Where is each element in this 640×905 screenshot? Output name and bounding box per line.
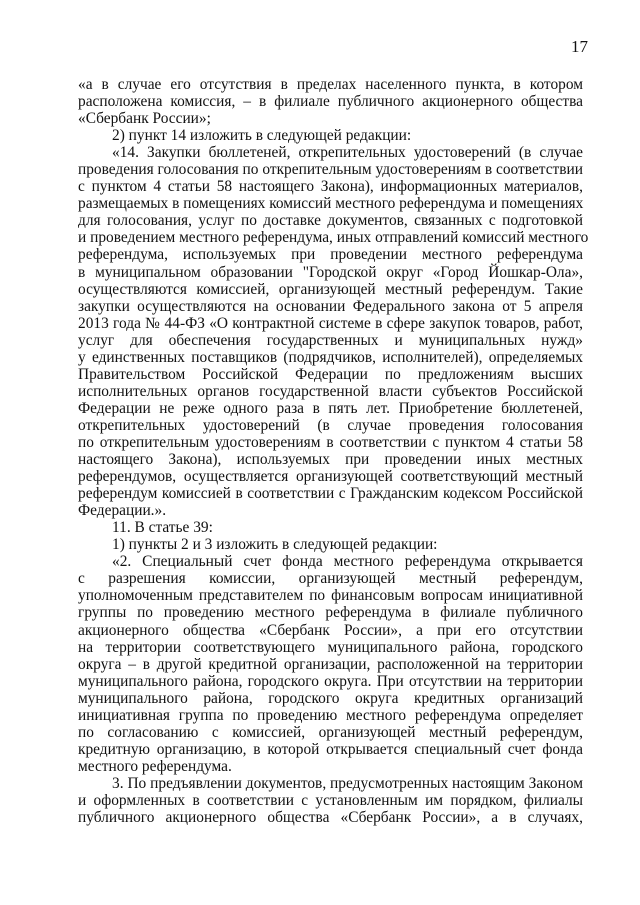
text-line: местного референдума.: [78, 757, 232, 775]
text-line: расположена комиссия, – в филиале публичного акционерного общества: [78, 93, 583, 111]
text-line: проведения голосования по открепительным удостоверениям в соответствии: [78, 161, 583, 179]
text-line: 2) пункт 14 изложить в следующей редакции:: [112, 127, 412, 145]
text-line: у единственных поставщиков (подрядчиков, исполнителей), определяемых: [78, 348, 583, 366]
text-line: Правительством Российской Федерации по предложениям высших: [78, 365, 583, 383]
text-line: округа – в другой кредитной организации, расположенной на территории: [78, 655, 583, 673]
text-line: 3. По предъявлении документов, предусмотренных настоящим Законом: [112, 774, 583, 792]
text-line: муниципального района, городского округа. При отсутствии на территории: [78, 672, 583, 690]
text-line: с пунктом 4 статьи 58 настоящего Закона), информационных материалов,: [78, 178, 583, 196]
text-line: для голосования, услуг по доставке документов, связанных с подготовкой: [78, 212, 583, 230]
text-line: исполнительных органов государственной власти субъектов Российской: [78, 382, 583, 400]
document-body: [78, 76, 589, 827]
text-line: «Сбербанк России»;: [78, 110, 211, 128]
text-line: услуг для обеспечения государственных и муниципальных нужд»: [78, 331, 583, 349]
text-line: Федерации не реже одного раза в пять лет. Приобретение бюллетеней,: [78, 399, 583, 417]
text-line: «а в случае его отсутствия в пределах населенного пункта, в котором: [78, 76, 583, 93]
text-line: «2. Специальный счет фонда местного референдума открывается: [112, 553, 583, 571]
text-line: на территории соответствующего муниципального района, городского: [78, 638, 583, 656]
text-line: размещаемых в помещениях комиссий местного референдума и помещениях: [78, 195, 584, 213]
text-line: референдумов, осуществляется организующей соответствующий местный: [78, 468, 583, 486]
text-line: 2013 года № 44-ФЗ «О контрактной системе в сфере закупок товаров, работ,: [78, 314, 583, 332]
text-line: уполномоченным представителем по финансовым вопросам инициативной: [78, 587, 583, 605]
text-line: инициативная группа по проведению местного референдума определяет: [78, 706, 583, 724]
text-line: муниципального района, городского округа кредитных организаций: [78, 689, 583, 707]
text-line: осуществляются комиссией, организующей местный референдум. Такие: [78, 280, 583, 298]
text-line: группы по проведению местного референдума в филиале публичного: [78, 604, 583, 622]
text-line: кредитную организацию, в которой открывается специальный счет фонда: [78, 740, 583, 758]
text-line: с разрешения комиссии, организующей местный референдум,: [78, 570, 583, 588]
text-line: и проведением местного референдума, иных отправлений комиссий местного: [78, 229, 589, 247]
text-line: настоящего Закона), используемых при проведении иных местных: [78, 451, 583, 469]
page-number: 17: [571, 37, 588, 56]
text-line: акционерного общества «Сбербанк России», а при его отсутствии: [78, 621, 583, 639]
text-line: публичного акционерного общества «Сбербанк России», а в случаях,: [78, 809, 583, 827]
text-line: и оформленных в соответствии с установленным им порядком, филиалы: [78, 791, 583, 809]
text-line: по согласованию с комиссией, организующей местный референдум,: [78, 723, 583, 741]
text-line: 11. В статье 39:: [112, 519, 213, 537]
text-line: Федерации.».: [78, 502, 167, 520]
text-line: референдум комиссией в соответствии с Гражданским кодексом Российской: [78, 485, 583, 503]
text-line: 1) пункты 2 и 3 изложить в следующей редакции:: [112, 536, 438, 554]
text-line: открепительных удостоверений (в случае проведения голосования: [78, 416, 583, 434]
text-line: закупки осуществляются на основании Федерального закона от 5 апреля: [78, 297, 583, 315]
text-line: по открепительным удостоверениям в соответствии с пунктом 4 статьи 58: [78, 433, 583, 451]
text-line: «14. Закупки бюллетеней, открепительных удостоверений (в случае: [112, 144, 583, 162]
text-line: референдума, используемых при проведении местного референдума: [78, 246, 583, 264]
text-line: в муниципальном образовании "Городской округ «Город Йошкар-Ола»,: [78, 263, 583, 281]
